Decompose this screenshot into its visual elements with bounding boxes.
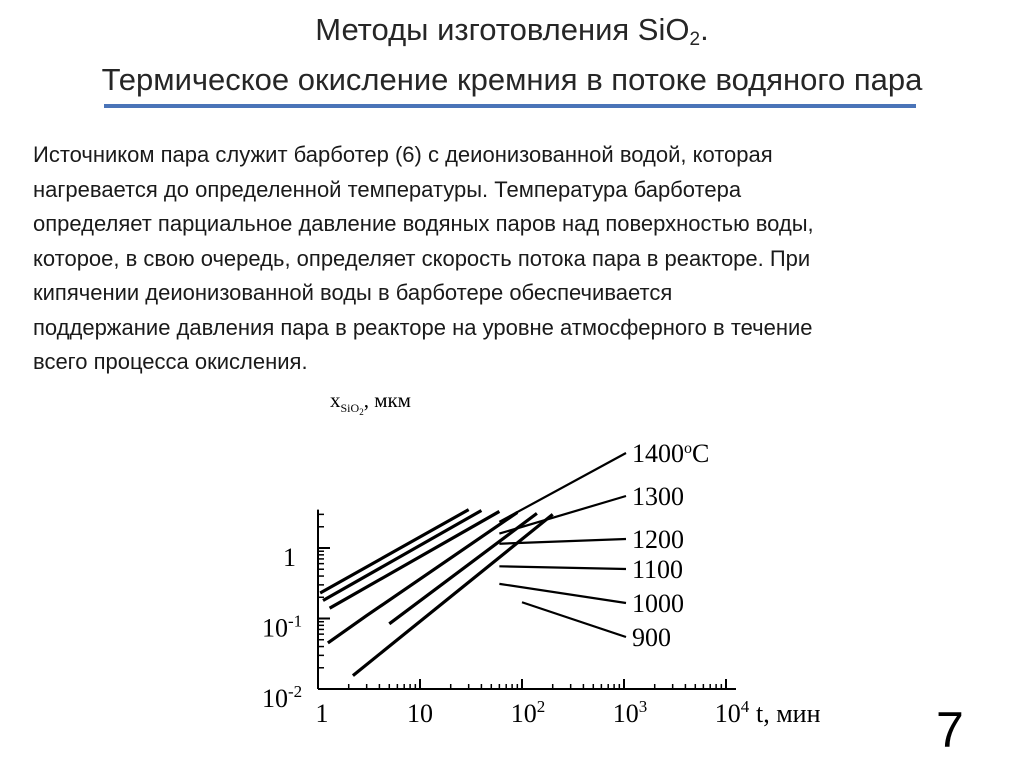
series-label-unit: C	[692, 439, 710, 468]
series-label-value: 900	[632, 623, 671, 652]
y-tick-label-exp: -2	[288, 682, 303, 701]
x-tick-label	[613, 697, 648, 728]
x-tick-label-base: 10	[510, 699, 537, 728]
page-number: 7	[936, 702, 964, 758]
y-tick-label-base: 10	[262, 613, 288, 643]
y-tick-label-base: 1	[283, 543, 296, 572]
y-tick-label-base: 10	[262, 684, 288, 713]
series-leader-1000	[499, 584, 626, 603]
series-line-1000	[389, 513, 537, 623]
series-label-1000	[632, 589, 684, 618]
series-label-1200	[632, 525, 684, 554]
y-axis-label-main: x	[330, 388, 341, 412]
series-line-1100	[328, 512, 517, 643]
series-label-1400	[632, 439, 709, 468]
series-line-1300	[323, 511, 481, 601]
series-label-value: 1100	[632, 555, 684, 584]
series-label-900	[632, 623, 671, 652]
series-label-value: 1000	[632, 589, 684, 618]
x-axis-label-text: t, мин	[756, 699, 821, 728]
series-label-value: 1300	[632, 482, 684, 511]
y-axis-label-sub2: 2	[359, 407, 364, 417]
x-tick-label-base: 10	[407, 699, 433, 728]
series-label-value: 1400	[632, 439, 684, 468]
x-tick-label-base: 1	[315, 699, 329, 728]
x-axis-label	[756, 699, 821, 728]
paragraph-line: нагревается до определенной температуры. Температура барботера	[33, 176, 742, 202]
paragraph-line: поддержание давления пара в реакторе на уровне атмосферного в течение	[33, 314, 813, 340]
x-tick-label	[511, 697, 546, 728]
y-tick-label	[262, 612, 302, 643]
series-leader-1400	[499, 453, 626, 522]
series-leader-1100	[499, 566, 626, 569]
x-tick-label-base: 10	[612, 699, 639, 728]
y-axis-label-unit: , мкм	[363, 388, 411, 412]
series-label-1300	[632, 482, 684, 511]
x-tick-label	[316, 699, 329, 728]
title-line-2: Термическое окисление кремния в потоке водяного пара	[101, 62, 923, 97]
paragraph-line: всего процесса окисления.	[33, 349, 308, 374]
y-tick-label-exp: -1	[288, 611, 303, 631]
x-tick-label-exp: 4	[740, 697, 750, 716]
y-tick-label	[262, 682, 302, 713]
x-tick-label-base: 10	[714, 699, 741, 728]
x-tick-label	[715, 697, 750, 728]
x-tick-label	[407, 699, 433, 728]
x-tick-label-exp: 2	[536, 697, 546, 716]
y-tick-label	[283, 543, 296, 572]
y-axis-label	[330, 388, 411, 417]
series-label-value: 1200	[632, 525, 684, 554]
paragraph-line: Источником пара служит барботер (6) с деионизованной водой, которая	[33, 142, 773, 167]
y-axis-label-sub: SiO	[340, 401, 360, 415]
x-tick-label-exp: 3	[638, 697, 648, 716]
series-label-sup: o	[684, 440, 692, 457]
series-leader-900	[522, 602, 626, 637]
paragraph-line: кипячении деионизованной воды в барботере обеспечивается	[33, 280, 673, 305]
title-line-1: Методы изготовления SiO$_2$.	[315, 12, 709, 50]
paragraph-line: определяет парциальное давление водяных паров над поверхностью воды,	[33, 211, 814, 236]
series-label-1100	[632, 555, 683, 584]
paragraph-line: которое, в свою очередь, определяет скорость потока пара в реакторе. При	[33, 245, 811, 271]
